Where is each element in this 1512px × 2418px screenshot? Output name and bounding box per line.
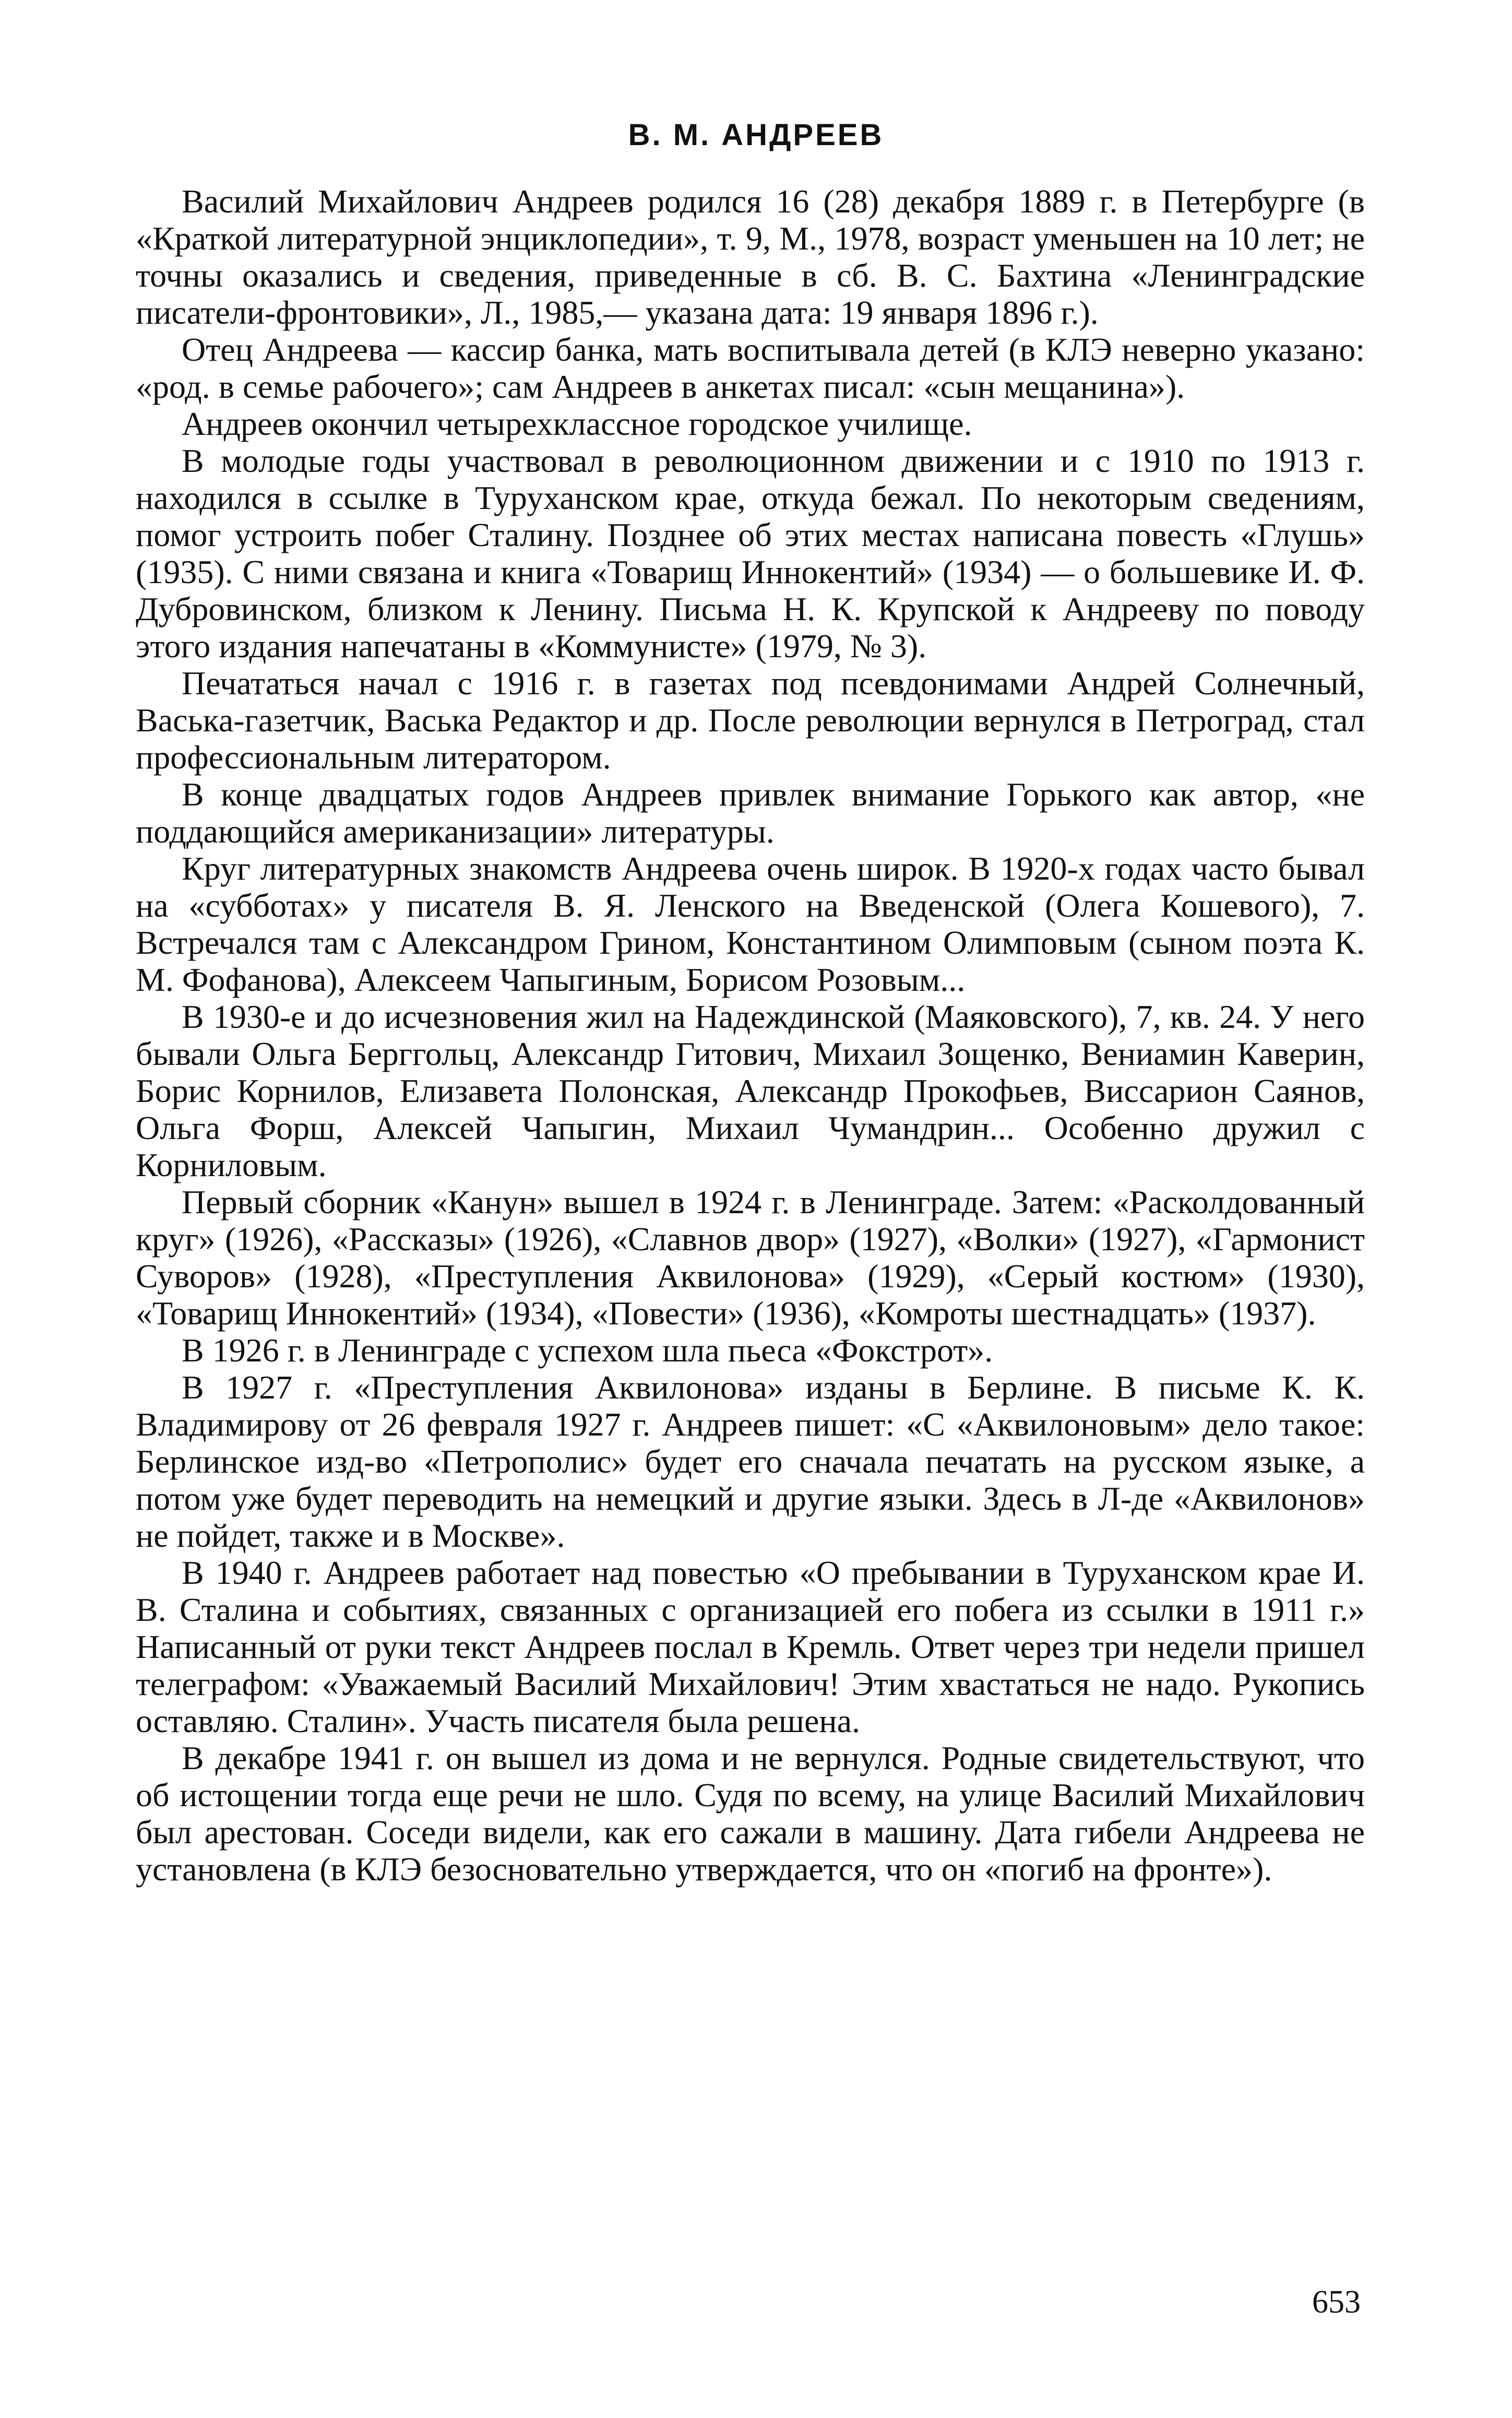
paragraph-exile: В молодые годы участвовал в революционном движении и с 1910 по 1913 г. находился в ссылке в Туруханском крае, откуда бежал. По некоторым сведениям, помог устроить побег Сталину. Позднее об этих местах написана повесть «Глушь» (1935). С ними связана и книга «Товарищ Иннокентий» (1934) — о большевике И. Ф. Дубровинском, близком к Ленину. Письма Н. К. Крупской к Андрееву по поводу этого издания напечатаны в «Коммунисте» (1979, № 3). (136, 442, 1365, 665)
paragraph-gorky: В конце двадцатых годов Андреев привлек внимание Горького как автор, «не поддающийся американизации» литературы. (136, 776, 1365, 850)
body-text (136, 183, 1365, 1888)
paragraph-berlin-edition: В 1927 г. «Преступления Аквилонова» изданы в Берлине. В письме К. К. Владимирову от 26 февраля 1927 г. Андреев пишет: «С «Аквилоновым» дело такое: Берлинское изд-во «Петрополис» будет его сначала печатать на русском языке, а потом уже будет переводить на немецкий и другие языки. Здесь в Л-де «Аквилонов» не пойдет, также и в Москве». (136, 1369, 1365, 1554)
page-number: 653 (1312, 2284, 1361, 2320)
paragraph-stalin-manuscript: В 1940 г. Андреев работает над повестью «О пребывании в Туруханском крае И. В. Сталина и событиях, связанных с организацией его побега из ссылки в 1911 г.» Написанный от руки текст Андреев послал в Кремль. Ответ через три недели пришел телеграфом: «Уважаемый Василий Михайлович! Этим хвастаться не надо. Рукопись оставляю. Сталин». Участь писателя была решена. (136, 1554, 1365, 1739)
paragraph-birth: Василий Михайлович Андреев родился 16 (28) декабря 1889 г. в Петербурге (в «Краткой литературной энциклопедии», т. 9, М., 1978, возраст уменьшен на 10 лет; не точны оказались и сведения, приведенные в сб. В. С. Бахтина «Ленинградские писатели-фронтовики», Л., 1985,— указана дата: 19 января 1896 г.). (136, 183, 1365, 331)
paragraph-disappearance: В декабре 1941 г. он вышел из дома и не вернулся. Родные свидетельствуют, что об истощении тогда еще речи не шло. Судя по всему, на улице Василий Михайлович был арестован. Соседи видели, как его сажали в машину. Дата гибели Андреева не установлена (в КЛЭ безосновательно утверждается, что он «погиб на фронте»). (136, 1739, 1365, 1888)
paragraph-first-publications: Печататься начал с 1916 г. в газетах под псевдонимами Андрей Солнечный, Васька-газетчик, Васька Редактор и др. После революции вернулся в Петроград, стал профессиональным литератором. (136, 665, 1365, 776)
paragraph-education: Андреев окончил четырехклассное городское училище. (182, 405, 972, 442)
paragraph-literary-circle: Круг литературных знакомств Андреева очень широк. В 1920-х годах часто бывал на «субботах» у писателя В. Я. Ленского на Введенской (Олега Кошевого), 7. Встречался там с Александром Грином, Константином Олимповым (сыном поэта К. М. Фофанова), Алексеем Чапыгиным, Борисом Розовым... (136, 850, 1365, 998)
page-title: В. М. АНДРЕЕВ (628, 118, 884, 152)
paragraph-visitors: В 1930-е и до исчезновения жил на Надеждинской (Маяковского), 7, кв. 24. У него бывали Ольга Берггольц, Александр Гитович, Михаил Зощенко, Вениамин Каверин, Борис Корнилов, Елизавета Полонская, Александр Прокофьев, Виссарион Саянов, Ольга Форш, Алексей Чапыгин, Михаил Чумандрин... Особенно дружил с Корниловым. (136, 998, 1365, 1183)
paragraph-parents: Отец Андреева — кассир банка, мать воспитывала детей (в КЛЭ неверно указано: «род. в семье рабочего»; сам Андреев в анкетах писал: «сын мещанина»). (136, 331, 1365, 405)
paragraph-play: В 1926 г. в Ленинграде с успехом шла пьеса «Фокстрот». (182, 1332, 993, 1369)
paragraph-bibliography: Первый сборник «Канун» вышел в 1924 г. в Ленинграде. Затем: «Расколдованный круг» (1926), «Рассказы» (1926), «Славнов двор» (1927), «Волки» (1927), «Гармонист Суворов» (1928), «Преступления Аквилонова» (1929), «Серый костюм» (1930), «Товарищ Иннокентий» (1934), «Повести» (1936), «Комроты шестнадцать» (1937). (136, 1183, 1365, 1332)
